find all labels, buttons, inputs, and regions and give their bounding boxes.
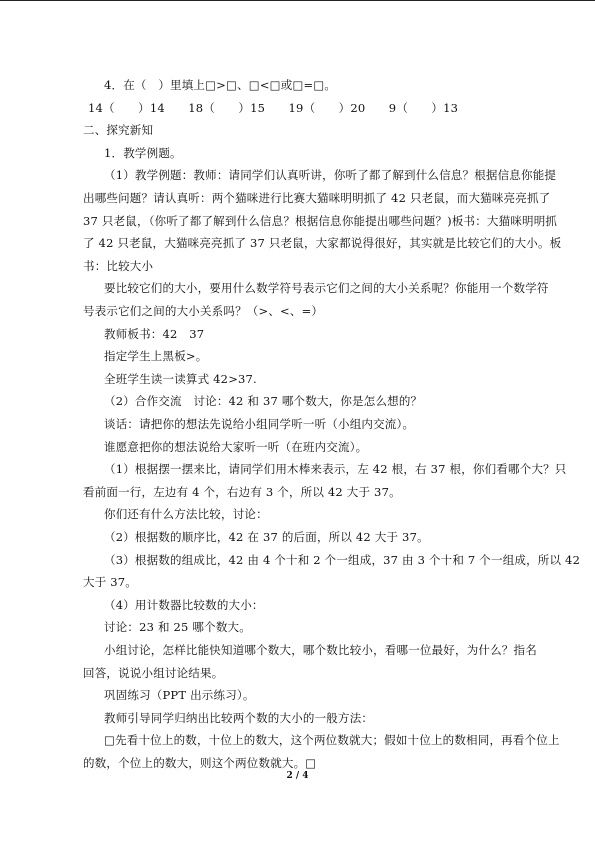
text-line: 教师引导同学归纳出比较两个数的大小的一般方法： bbox=[104, 711, 374, 725]
text-line: 谈话：请把你的想法先说给小组同学听一听（小组内交流）。 bbox=[104, 417, 415, 431]
page-number: 2 / 4 bbox=[286, 771, 309, 781]
text-line: 全班学生读一读算式 42>37. bbox=[104, 372, 257, 386]
text-line: □先看十位上的数，十位上的数大，这个两位数就大；假如十位上的数相同，再看个位上 bbox=[104, 733, 560, 747]
text-line: 的数，个位上的数大，则这个两位数就大。□ bbox=[83, 756, 317, 770]
text-line: 号表示它们之间的大小关系吗？（>、<、=） bbox=[83, 304, 324, 318]
text-line: 指定学生上黑板>。 bbox=[104, 349, 208, 363]
text-line: （4）用计数器比较数的大小： bbox=[104, 598, 264, 612]
text-line: 回答，说说小组讨论结果。 bbox=[83, 666, 224, 680]
text-line: 了 42 只老鼠，大猫咪亮亮抓了 37 只老鼠，大家都说得很好，其实就是比较它们的大小。板 bbox=[83, 236, 562, 250]
text-line: （1）教学例题：教师：请同学们认真听讲，你听了都了解到什么信息？根据信息你能提 bbox=[104, 168, 557, 182]
text-line: 大于 37。 bbox=[83, 575, 137, 589]
text-line: 巩固练习（PPT 出示练习）。 bbox=[104, 688, 255, 702]
text-line: 你们还有什么方法比较，讨论： bbox=[104, 507, 268, 521]
text-line: 4．在（ ）里填上□>□、□<□或□=□。 bbox=[104, 78, 337, 92]
section-heading: 二、探究新知 bbox=[83, 123, 154, 137]
text-line: （1）根据摆一摆来比，请同学们用木棒来表示，左 42 根，右 37 根，你们看哪个大？只 bbox=[104, 462, 567, 476]
text-line: 谁愿意把你的想法说给大家听一听（在班内交流）。 bbox=[104, 440, 368, 454]
text-line: （2）合作交流 讨论：42 和 37 哪个数大，你是怎么想的？ bbox=[104, 394, 423, 408]
text-line: 37 只老鼠，（你听了都了解到什么信息？根据信息你能提出哪些问题？)板书：大猫咪明明抓 bbox=[83, 214, 558, 228]
text-line: 讨论：23 和 25 哪个数大。 bbox=[104, 620, 251, 634]
header-rule bbox=[0, 0, 595, 1]
text-line: 书：比较大小 bbox=[83, 259, 154, 273]
text-line: （2）根据数的顺序比，42 在 37 的后面，所以 42 大于 37。 bbox=[104, 530, 429, 544]
text-line: 出哪些问题？请认真听：两个猫咪进行比赛大猫咪明明抓了 42 只老鼠，而大猫咪亮亮抓了 bbox=[83, 191, 551, 205]
text-line: 教师板书：42 37 bbox=[104, 327, 205, 341]
text-line: （3）根据数的组成比，42 由 4 个十和 2 个一组成，37 由 3 个十和 7 个一组成，所以 42 bbox=[104, 553, 581, 567]
text-line: 看前面一行，左边有 4 个，右边有 3 个，所以 42 大于 37。 bbox=[83, 485, 401, 499]
text-line: 1．教学例题。 bbox=[104, 146, 182, 160]
text-line: 14（ ）14 18（ ）15 19（ ）20 9（ ）13 bbox=[88, 101, 459, 115]
text-line: 小组讨论，怎样比能快知道哪个数大，哪个数比较小，看哪一位最好，为什么？指名 bbox=[104, 643, 537, 657]
text-line: 要比较它们的大小，要用什么数学符号表示它们之间的大小关系呢？你能用一个数学符 bbox=[104, 281, 549, 295]
